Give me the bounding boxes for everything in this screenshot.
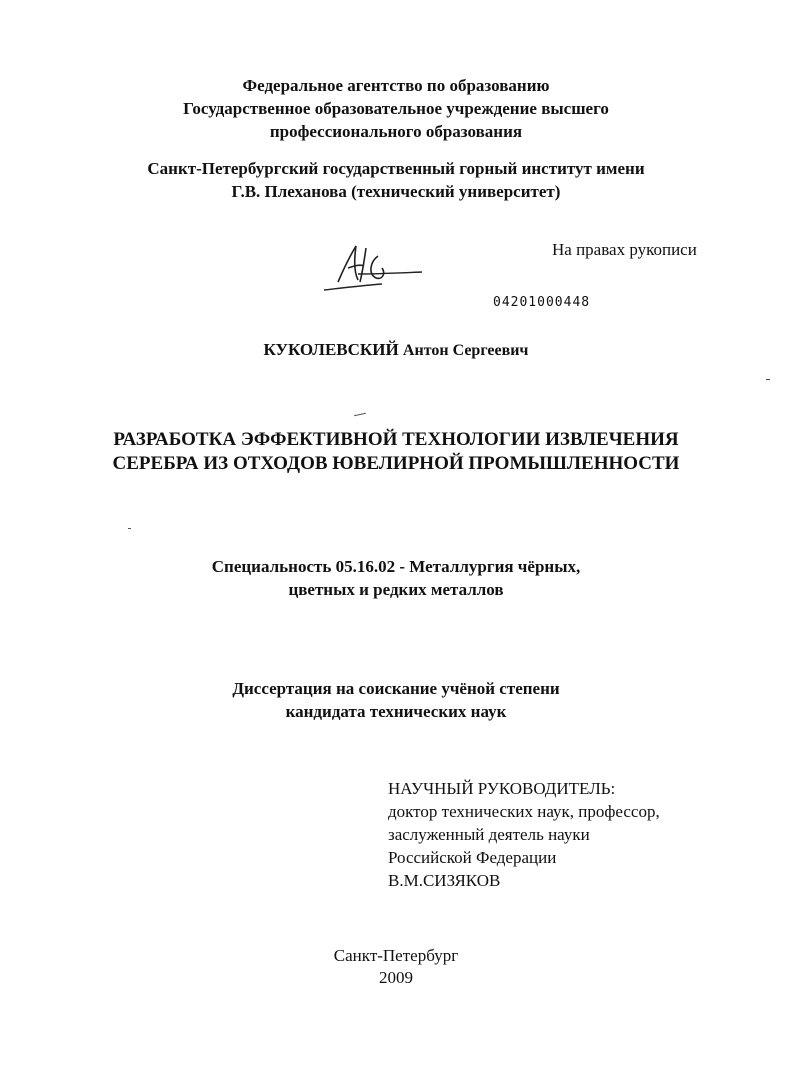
- author-name: [0, 340, 792, 360]
- supervisor-block: [388, 777, 660, 892]
- institution-line: Г.В. Плеханова (технический университет): [231, 182, 561, 201]
- header-line: Федеральное агентство по образованию: [242, 76, 550, 95]
- scan-speck: [128, 528, 131, 529]
- degree-line: Диссертация на соискание учёной степени: [232, 679, 560, 698]
- handwritten-signature: [318, 238, 438, 298]
- year: 2009: [379, 968, 413, 987]
- supervisor-name: В.М.СИЗЯКОВ: [388, 871, 501, 890]
- ministry-header: [0, 74, 792, 143]
- supervisor-line: доктор технических наук, профессор,: [388, 802, 660, 821]
- title-line: РАЗРАБОТКА ЭФФЕКТИВНОЙ ТЕХНОЛОГИИ ИЗВЛЕЧЕНИЯ: [113, 429, 679, 450]
- header-line: профессионального образования: [269, 122, 523, 141]
- scan-speck: [354, 413, 366, 416]
- institution-line: Санкт-Петербургский государственный горный институт имени: [147, 159, 645, 178]
- degree-statement: [0, 677, 792, 723]
- supervisor-line: Российской Федерации: [388, 848, 557, 867]
- place-and-year: [0, 945, 792, 989]
- specialty-line: цветных и редких металлов: [288, 580, 504, 599]
- dissertation-title: [0, 428, 792, 476]
- scan-speck: [766, 379, 770, 380]
- city: Санкт-Петербург: [333, 946, 459, 965]
- header-line: Государственное образовательное учреждение высшего: [183, 99, 609, 118]
- specialty-line: Специальность 05.16.02 - Металлургия чёрных,: [211, 557, 581, 576]
- specialty: [0, 555, 792, 601]
- degree-line: кандидата технических наук: [285, 702, 507, 721]
- manuscript-rights-note: На правах рукописи: [552, 240, 697, 259]
- author-surname: КУКОЛЕВСКИЙ: [263, 340, 399, 359]
- author-given-names: Антон Сергеевич: [402, 342, 529, 359]
- supervisor-heading: НАУЧНЫЙ РУКОВОДИТЕЛЬ:: [388, 779, 616, 798]
- registration-number: 04201000448: [493, 295, 591, 310]
- institution-name: [0, 157, 792, 203]
- supervisor-line: заслуженный деятель науки: [388, 825, 590, 844]
- title-line: СЕРЕБРА ИЗ ОТХОДОВ ЮВЕЛИРНОЙ ПРОМЫШЛЕННОСТИ: [112, 453, 680, 474]
